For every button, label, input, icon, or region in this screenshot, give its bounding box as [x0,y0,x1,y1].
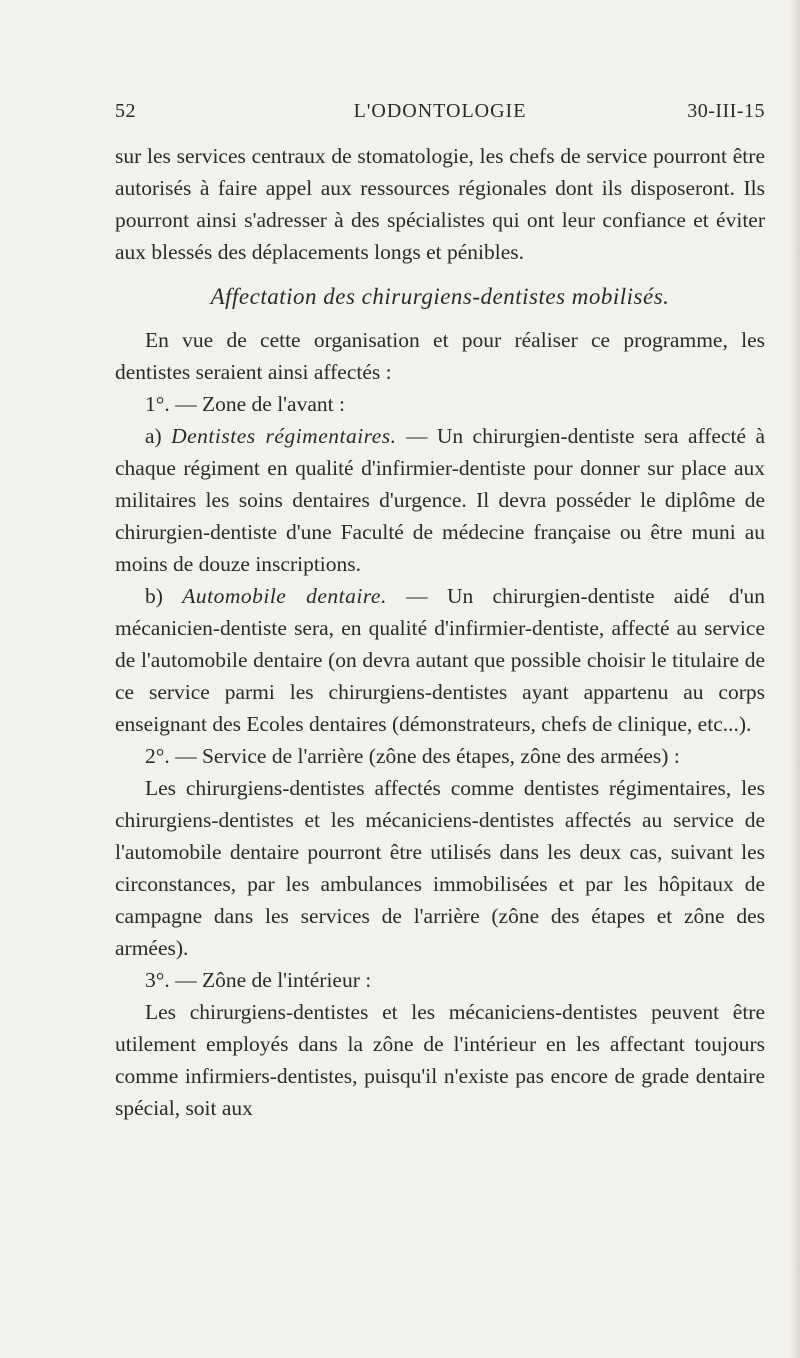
page-number: 52 [115,100,136,122]
item-b-label: b) [145,584,163,608]
paragraph-intro: En vue de cette organisation et pour réaliser ce programme, les dentistes seraient ainsi affectés : [115,328,765,384]
journal-title: L'ODONTOLOGIE [353,100,527,122]
item-a-text: — Un chirurgien-dentiste sera affecté à chaque régiment en qualité d'infirmier-dentiste pour donner sur place aux militaires les soins dentaires d'urgence. Il devra posséder le diplôme de chirurgien-dentiste d'une Faculté de médecine française ou être muni au moins de douze inscriptions. [115,424,765,576]
zone-heading-arriere: 2°. — Service de l'arrière (zône des étapes, zône des armées) : [145,744,680,768]
section-subheading: Affectation des chirurgiens-dentistes mobilisés. [210,284,670,309]
running-header [115,100,765,130]
zone-heading-avant: 1°. — Zone de l'avant : [145,392,345,416]
item-b-title: Automobile dentaire. [182,584,387,608]
page-edge-shadow [790,0,800,1358]
zone-heading-interieur: 3°. — Zône de l'intérieur : [145,968,372,992]
issue-date: 30-III-15 [687,100,765,122]
item-a-title: Dentistes régimentaires. [171,424,397,448]
item-a [115,420,765,580]
item-b-text: — Un chirurgien-dentiste aidé d'un mécanicien-dentiste sera, en qualité d'infirmier-dentiste, affecté au service de l'automobile dentaire (on devra autant que possible choisir le titulaire de ce service parmi les chirurgiens-dentistes ayant appartenu au corps enseignant des Ecoles dentaires (démonstrateurs, chefs de clinique, etc...). [115,584,766,736]
paragraph-interieur: Les chirurgiens-dentistes et les mécaniciens-dentistes peuvent être utilement employés dans la zône de l'intérieur en les affectant toujours comme infirmiers-dentistes, puisqu'il n'existe pas encore de grade dentaire spécial, soit aux [115,1000,765,1120]
article-body [115,140,765,1124]
paragraph-continuation: sur les services centraux de stomatologie, les chefs de service pourront être autorisés à faire appel aux ressources régionales dont ils disposeront. Ils pourront ainsi s'adresser à des spécialistes qui ont leur confiance et éviter aux blessés des déplacements longs et pénibles. [115,144,765,264]
paragraph-arriere: Les chirurgiens-dentistes affectés comme dentistes régimentaires, les chirurgiens-dentistes et les mécaniciens-dentistes affectés au service de l'automobile dentaire pourront être utilisés dans les deux cas, suivant les circonstances, par les ambulances immobilisées et par les hôpitaux de campagne dans les services de l'arrière (zône des étapes et zône des armées). [115,776,765,960]
item-a-label: a) [145,424,162,448]
item-b [115,580,765,740]
